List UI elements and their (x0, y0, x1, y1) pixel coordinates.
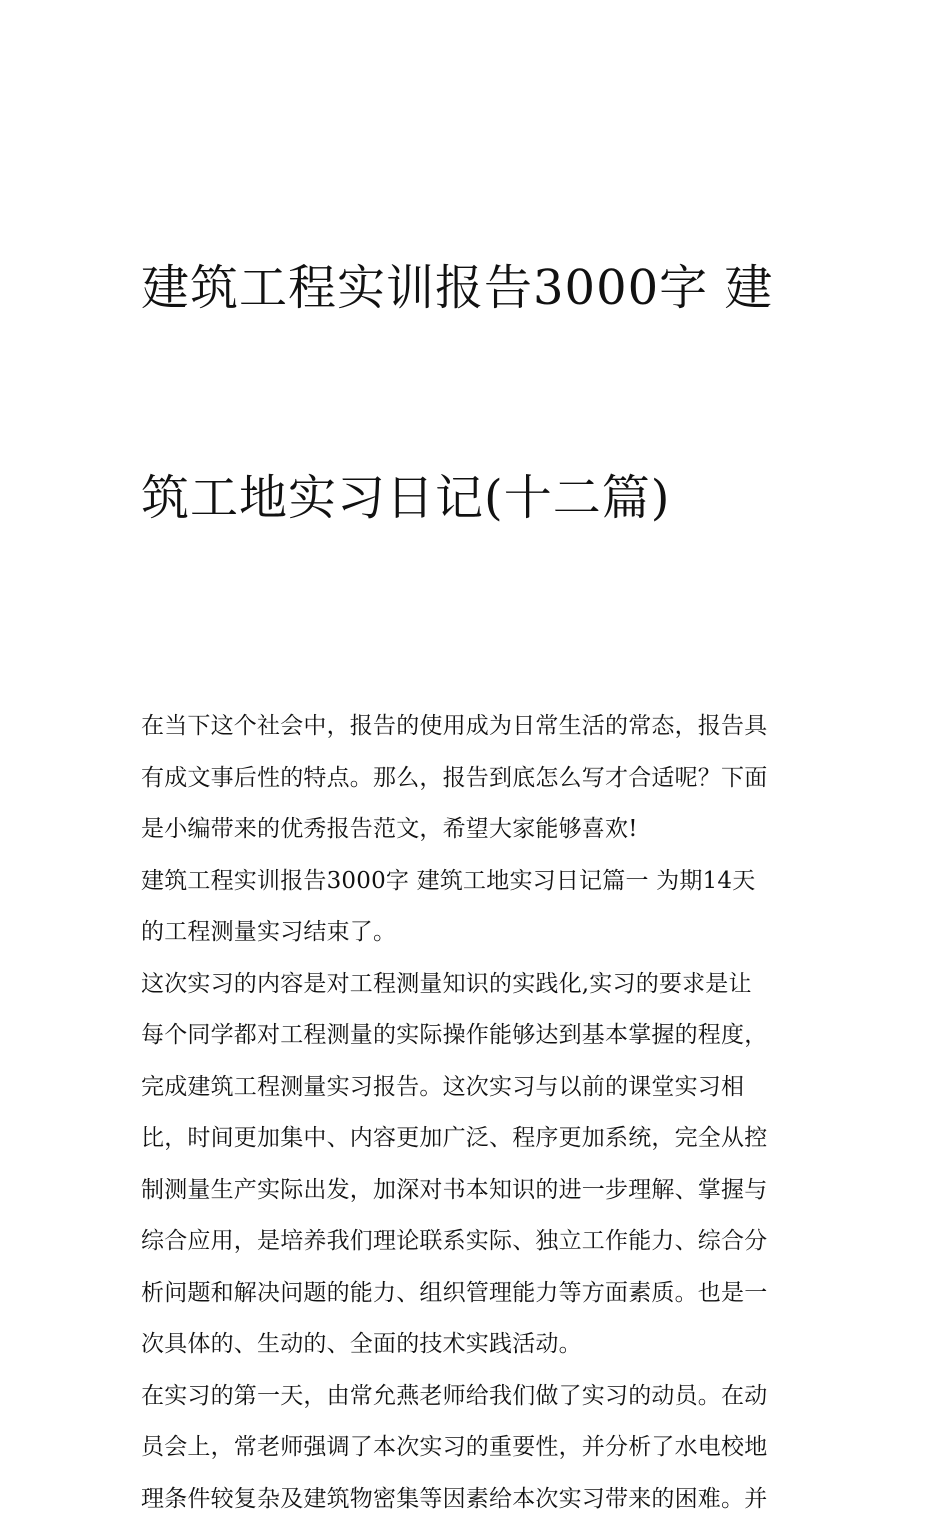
paragraph-heading-entry (141, 856, 813, 959)
paragraph-line: 每个同学都对工程测量的实际操作能够达到基本掌握的程度， (141, 1010, 813, 1062)
document-body (141, 701, 813, 1525)
paragraph-line: 完成建筑工程测量实习报告。这次实习与以前的课堂实习相 (141, 1062, 813, 1114)
paragraph-line: 综合应用，是培养我们理论联系实际、独立工作能力、综合分 (141, 1216, 813, 1268)
document-content (141, 113, 813, 1525)
document-title (141, 113, 813, 673)
paragraph-line: 在当下这个社会中，报告的使用成为日常生活的常态，报告具 (141, 701, 813, 753)
paragraph-content (141, 959, 813, 1371)
paragraph-line: 制测量生产实际出发，加深对书本知识的进一步理解、掌握与 (141, 1165, 813, 1217)
title-line-1: 建筑工程实训报告3000字 建 (141, 253, 813, 323)
paragraph-line: 员会上，常老师强调了本次实习的重要性，并分析了水电校地 (141, 1422, 813, 1474)
paragraph-line: 建筑工程实训报告3000字 建筑工地实习日记篇一 为期14天 (141, 856, 813, 908)
paragraph-line: 有成文事后性的特点。那么，报告到底怎么写才合适呢？下面 (141, 753, 813, 805)
paragraph-line: 是小编带来的优秀报告范文，希望大家能够喜欢! (141, 804, 813, 856)
paragraph-intro (141, 701, 813, 856)
paragraph-line: 比，时间更加集中、内容更加广泛、程序更加系统，完全从控 (141, 1113, 813, 1165)
title-line-2: 筑工地实习日记(十二篇) (141, 463, 813, 533)
paragraph-line: 在实习的第一天，由常允燕老师给我们做了实习的动员。在动 (141, 1371, 813, 1423)
paragraph-line: 的工程测量实习结束了。 (141, 907, 813, 959)
paragraph-line: 理条件较复杂及建筑物密集等因素给本次实习带来的困难。并 (141, 1474, 813, 1525)
paragraph-first-day (141, 1371, 813, 1525)
paragraph-line: 析问题和解决问题的能力、组织管理能力等方面素质。也是一 (141, 1268, 813, 1320)
paragraph-line: 次具体的、生动的、全面的技术实践活动。 (141, 1319, 813, 1371)
paragraph-line: 这次实习的内容是对工程测量知识的实践化,实习的要求是让 (141, 959, 813, 1011)
